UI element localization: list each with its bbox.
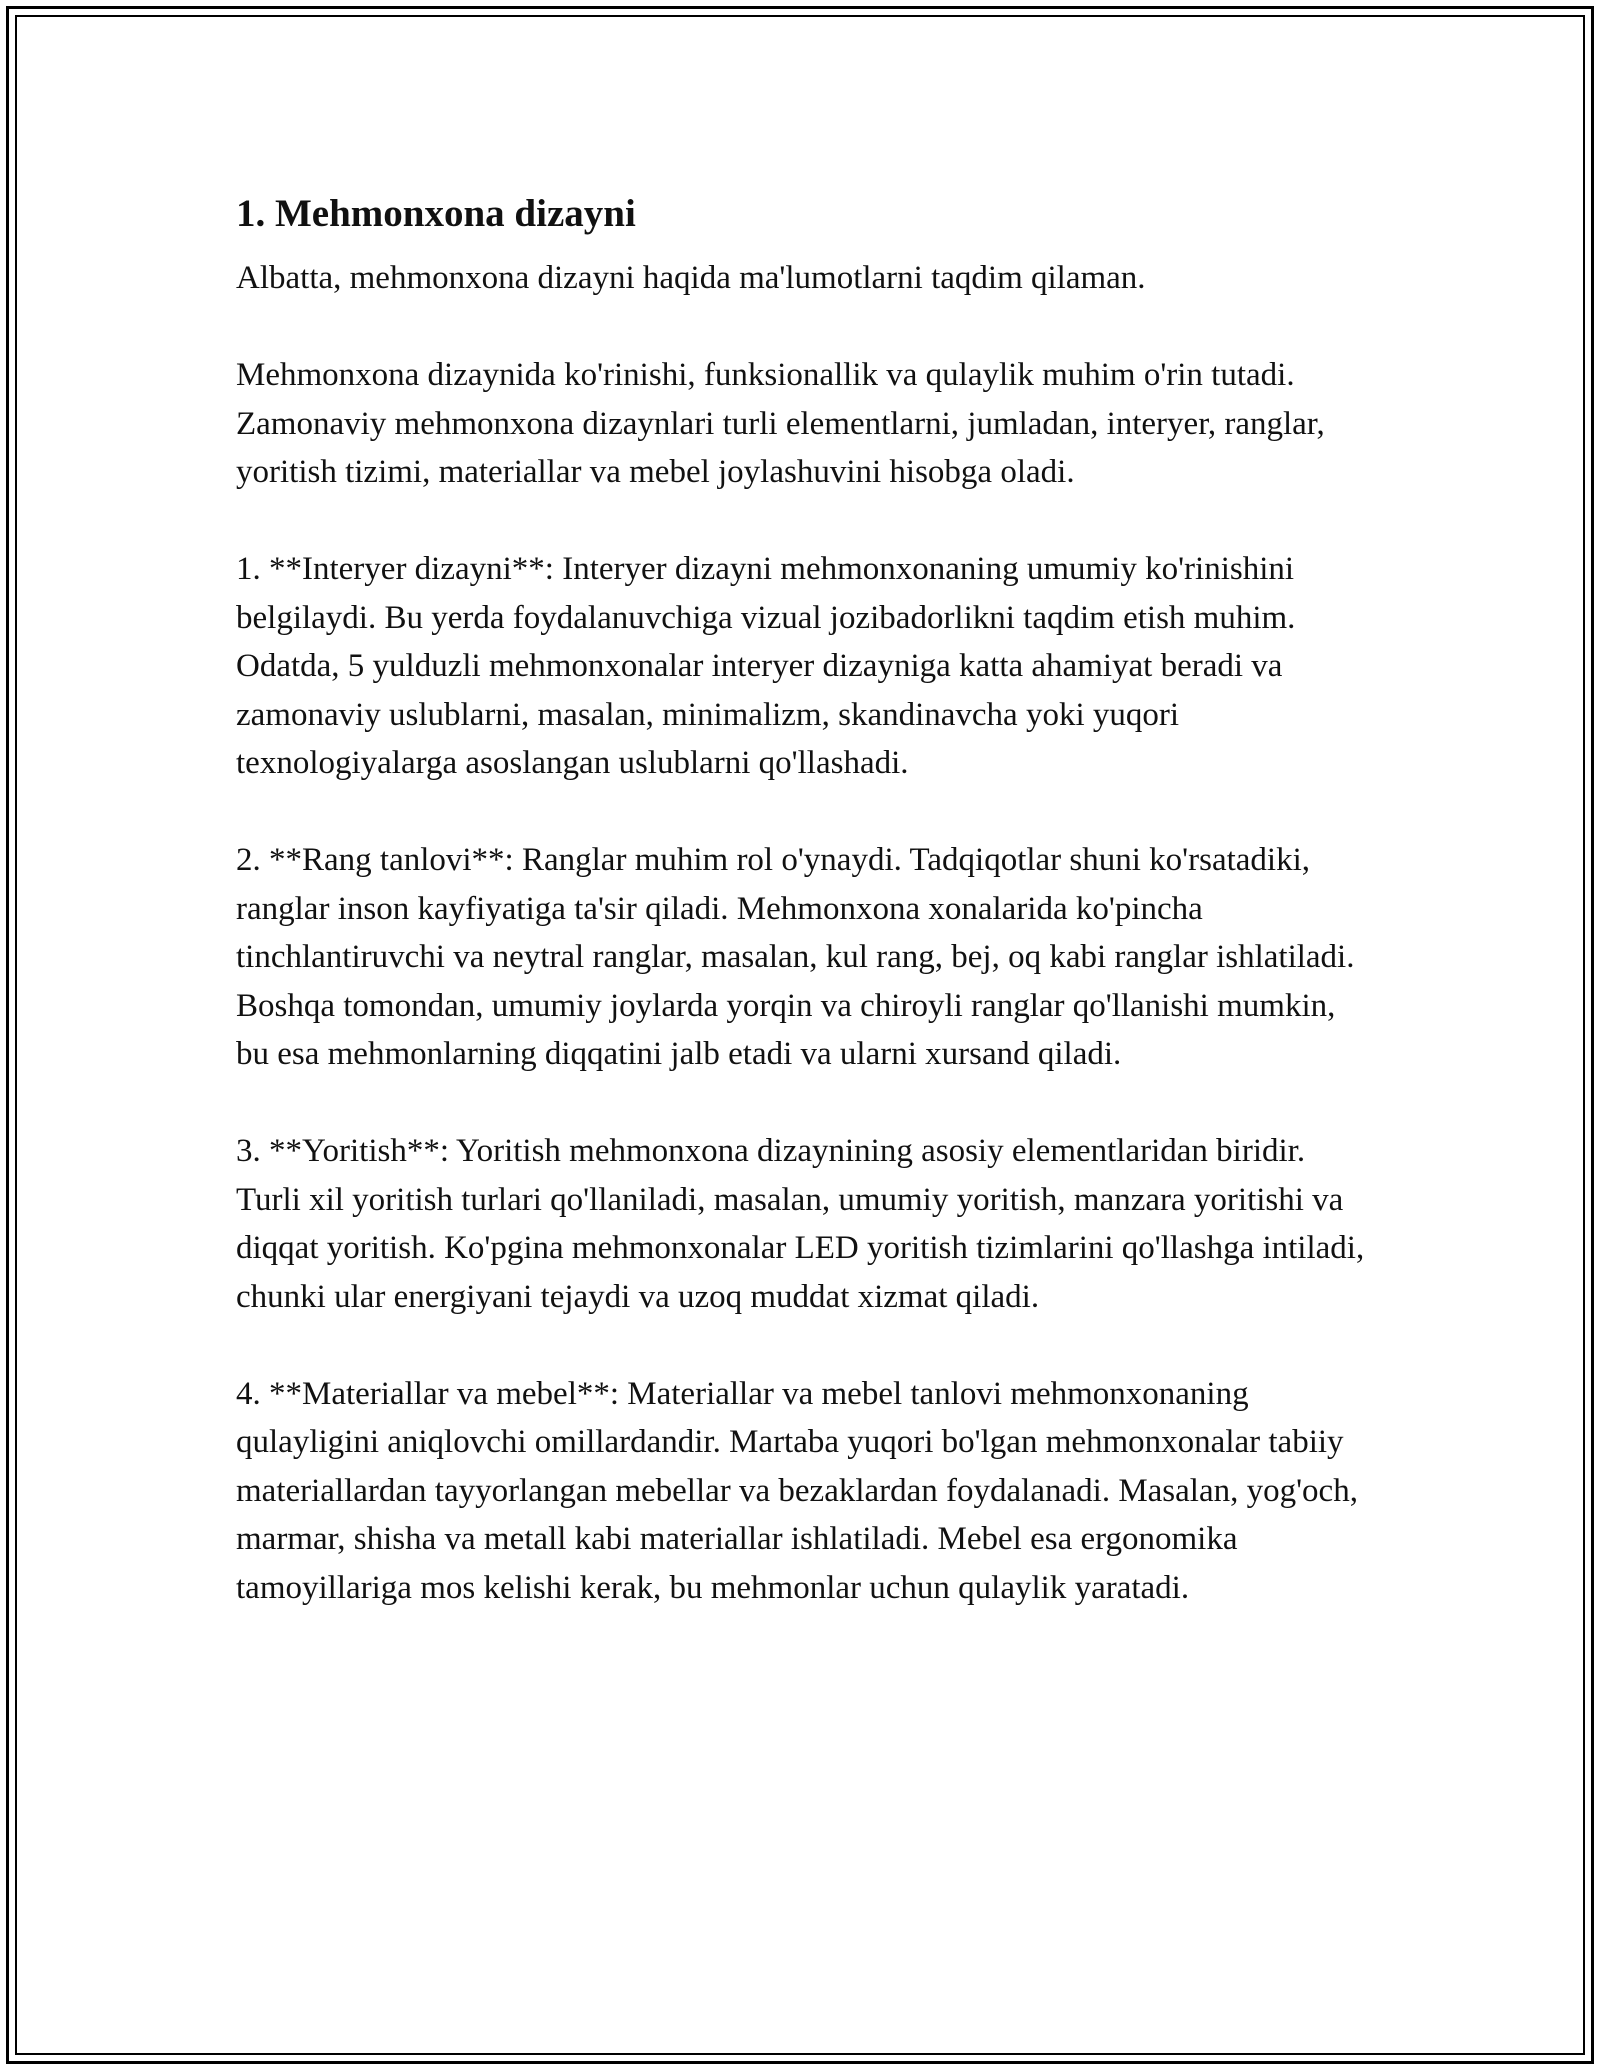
lighting-paragraph: 3. **Yoritish**: Yoritish mehmonxona dizaynining asosiy elementlaridan biridir. Turli xil yoritish turlari qo'llaniladi, masalan, umumiy yoritish, manzara yoritishi va diqqat yoritish. Ko'pgina mehmonxonalar LED yoritish tizimlarini qo'llashga intiladi, chunki ular energiyani tejaydi va uzoq muddat xizmat qiladi. — [236, 1133, 1365, 1315]
intro-paragraph: Albatta, mehmonxona dizayni haqida ma'lumotlarni taqdim qilaman. — [236, 260, 1146, 296]
document-body — [236, 188, 1366, 1661]
color-choice-paragraph: 2. **Rang tanlovi**: Ranglar muhim rol o'ynaydi. Tadqiqotlar shuni ko'rsatadiki, ranglar inson kayfiyatiga ta'sir qiladi. Mehmonxona xonalarida ko'pincha tinchlantiruvchi va neytral ranglar, masalan, kul rang, bej, oq kabi ranglar ishlatiladi. Boshqa tomondan, umumiy joylarda yorqin va chiroyli ranglar qo'llanishi mumkin, bu esa mehmonlarning diqqatini jalb etadi va ularni xursand qiladi. — [236, 842, 1355, 1072]
overview-paragraph: Mehmonxona dizaynida ko'rinishi, funksionallik va qulaylik muhim o'rin tutadi. Zamonaviy mehmonxona dizaynlari turli elementlarni, jumladan, interyer, ranglar, yoritish tizimi, materiallar va mebel joylashuvini hisobga oladi. — [236, 357, 1325, 490]
materials-furniture-paragraph: 4. **Materiallar va mebel**: Materiallar va mebel tanlovi mehmonxonaning qulayligini aniqlovchi omillardandir. Martaba yuqori bo'lgan mehmonxonalar tabiiy materiallardan tayyorlangan mebellar va bezaklardan foydalanadi. Masalan, yog'och, marmar, shisha va metall kabi materiallar ishlatiladi. Mebel esa ergonomika tamoyillariga mos kelishi kerak, bu mehmonlar uchun qulaylik yaratadi. — [236, 1375, 1358, 1606]
document-title: 1. Mehmonxona dizayni — [236, 192, 636, 235]
interior-design-paragraph: 1. **Interyer dizayni**: Interyer dizayni mehmonxonaning umumiy ko'rinishini belgilaydi. Bu yerda foydalanuvchiga vizual jozibadorlikni taqdim etish muhim. Odatda, 5 yulduzli mehmonxonalar interyer dizayniga katta ahamiyat beradi va zamonaviy uslublarni, masalan, minimalizm, skandinavcha yoki yuqori texnologiyalarga asoslangan uslublarni qo'llashadi. — [236, 551, 1296, 781]
